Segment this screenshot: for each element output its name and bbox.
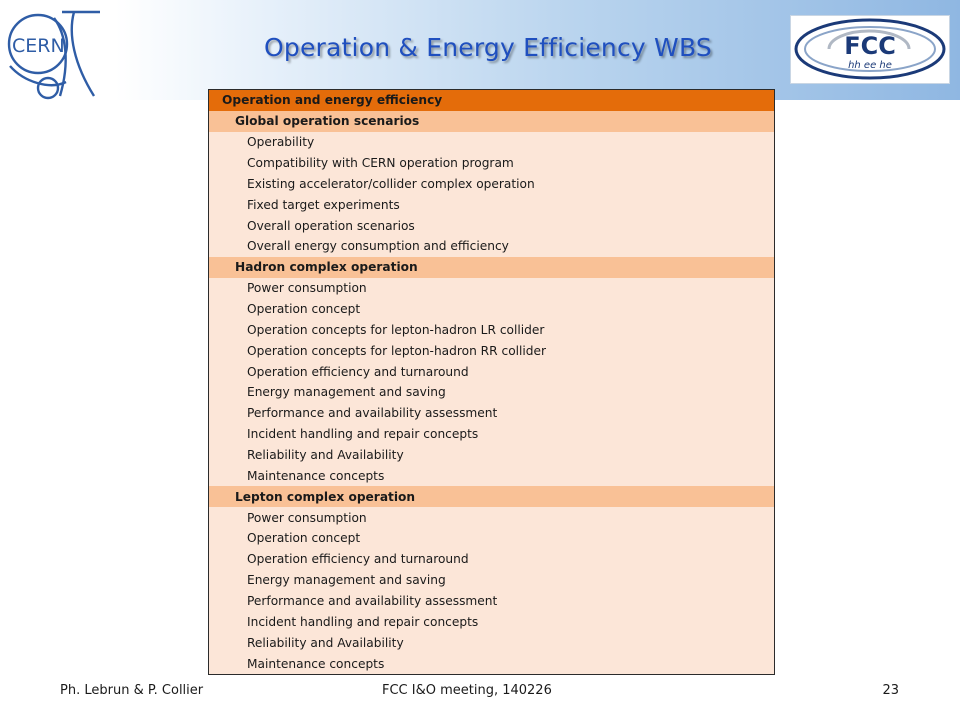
wbs-item-row: Operation concept (209, 299, 774, 320)
fcc-logo-subtext: hh ee he (848, 60, 892, 71)
footer-authors: Ph. Lebrun & P. Collier (60, 683, 204, 698)
wbs-section-row: Hadron complex operation (209, 257, 774, 278)
cern-logo-text: CERN (12, 35, 65, 57)
wbs-item-row: Maintenance concepts (209, 653, 774, 674)
slide-title: Operation & Energy Efficiency WBS (264, 33, 712, 62)
wbs-item-row: Operation concepts for lepton-hadron LR collider (209, 319, 774, 340)
wbs-item-row: Performance and availability assessment (209, 403, 774, 424)
wbs-item-row: Reliability and Availability (209, 445, 774, 466)
wbs-item-row: Operation efficiency and turnaround (209, 549, 774, 570)
wbs-table (208, 89, 775, 675)
wbs-section-row: Lepton complex operation (209, 486, 774, 507)
wbs-item-row: Incident handling and repair concepts (209, 424, 774, 445)
wbs-item-row: Incident handling and repair concepts (209, 611, 774, 632)
wbs-item-row: Power consumption (209, 507, 774, 528)
wbs-item-row: Power consumption (209, 278, 774, 299)
wbs-item-row: Energy management and saving (209, 570, 774, 591)
fcc-logo (790, 15, 950, 84)
wbs-item-row: Maintenance concepts (209, 465, 774, 486)
wbs-item-row: Fixed target experiments (209, 194, 774, 215)
wbs-item-row: Operation concepts for lepton-hadron RR collider (209, 340, 774, 361)
wbs-root-row: Operation and energy efficiency (209, 90, 774, 111)
wbs-item-row: Reliability and Availability (209, 632, 774, 653)
page-number: 23 (882, 683, 899, 698)
wbs-item-row: Compatibility with CERN operation program (209, 153, 774, 174)
wbs-item-row: Performance and availability assessment (209, 591, 774, 612)
wbs-item-row: Operation concept (209, 528, 774, 549)
wbs-item-row: Overall operation scenarios (209, 215, 774, 236)
footer-meeting: FCC I&O meeting, 140226 (382, 683, 552, 698)
wbs-item-row: Operability (209, 132, 774, 153)
fcc-logo-text: FCC (844, 32, 896, 60)
wbs-item-row: Operation efficiency and turnaround (209, 361, 774, 382)
wbs-section-row: Global operation scenarios (209, 111, 774, 132)
wbs-item-row: Overall energy consumption and efficiency (209, 236, 774, 257)
wbs-item-row: Energy management and saving (209, 382, 774, 403)
wbs-item-row: Existing accelerator/collider complex operation (209, 173, 774, 194)
